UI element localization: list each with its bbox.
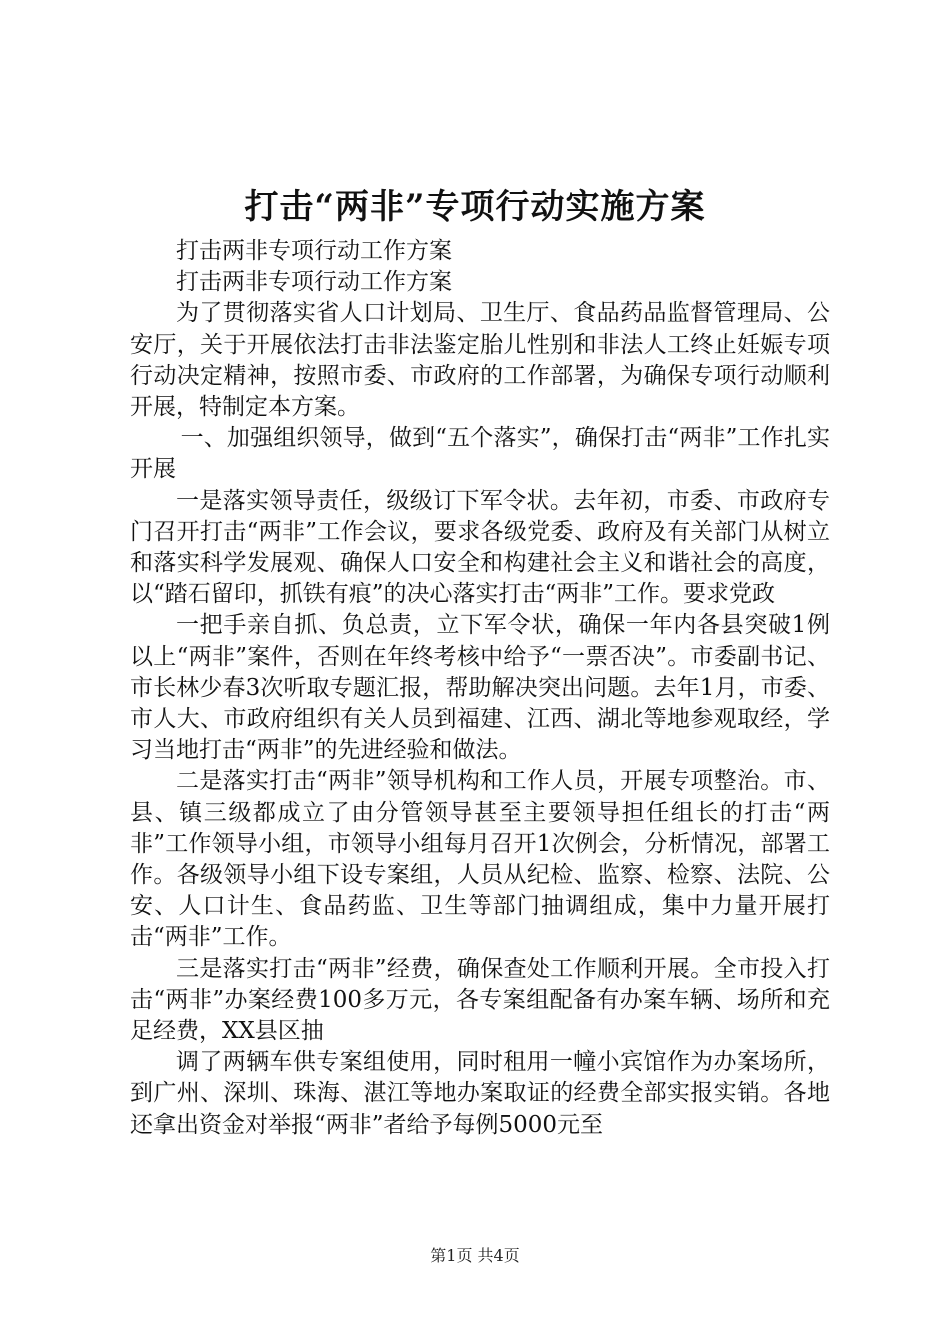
section-heading-one: 一、加强组织领导，做到“五个落实”，确保打击“两非”工作扎实开展 — [130, 425, 830, 483]
document-title: 打击“两非”专项行动实施方案 — [244, 187, 706, 227]
document-body — [130, 236, 830, 1141]
paragraph-subtitle-2: 打击两非专项行动工作方案 — [176, 269, 452, 296]
paragraph-leadership-continued: 一把手亲自抓、负总责，立下军令状，确保一年内各县突破1例以上“两非”案件，否则在年终考核中给予“一票否决”。市委副书记、市长林少春3次听取专题汇报，帮助解决突出问题。去年1月，市委、市人大、市政府组织有关人员到福建、江西、湖北等地参观取经，学习当地打击“两非”的先进经验和做法。 — [130, 612, 830, 764]
paragraph-leadership-responsibility: 一是落实领导责任，级级订下军令状。去年初，市委、市政府专门召开打击“两非”工作会议，要求各级党委、政府及有关部门从树立和落实科学发展观、确保人口安全和构建社会主义和谐社会的高度，以“踏石留印，抓铁有痕”的决心落实打击“两非”工作。要求党政 — [130, 487, 830, 608]
paragraph-subtitle-1: 打击两非专项行动工作方案 — [176, 238, 452, 264]
paragraph-organization: 二是落实打击“两非”领导机构和工作人员，开展专项整治。市、县、镇三级都成立了由分管领导甚至主要领导担任组长的打击“两非”工作领导小组，市领导小组每月召开1次例会，分析情况，部署工作。各级领导小组下设专案组，人员从纪检、监察、检察、法院、公安、人口计生、食品药监、卫生等部门抽调组成，集中力量开展打击“两非”工作。 — [130, 768, 830, 951]
page-footer: 第1页 共4页 — [430, 1246, 520, 1265]
paragraph-funding-continued: 调了两辆车供专案组使用，同时租用一幢小宾馆作为办案场所，到广州、深圳、珠海、湛江等地办案取证的经费全部实报实销。各地还拿出资金对举报“两非”者给予每例5000元至 — [130, 1049, 830, 1138]
paragraph-funding: 三是落实打击“两非”经费，确保查处工作顺利开展。全市投入打击“两非”办案经费100多万元，各专案组配备有办案车辆、场所和充足经费，XX县区抽 — [130, 955, 830, 1045]
paragraph-intro: 为了贯彻落实省人口计划局、卫生厅、食品药品监督管理局、公安厅，关于开展依法打击非法鉴定胎儿性别和非法人工终止妊娠专项行动决定精神，按照市委、市政府的工作部署，为确保专项行动顺利开展，特制定本方案。 — [130, 300, 830, 421]
